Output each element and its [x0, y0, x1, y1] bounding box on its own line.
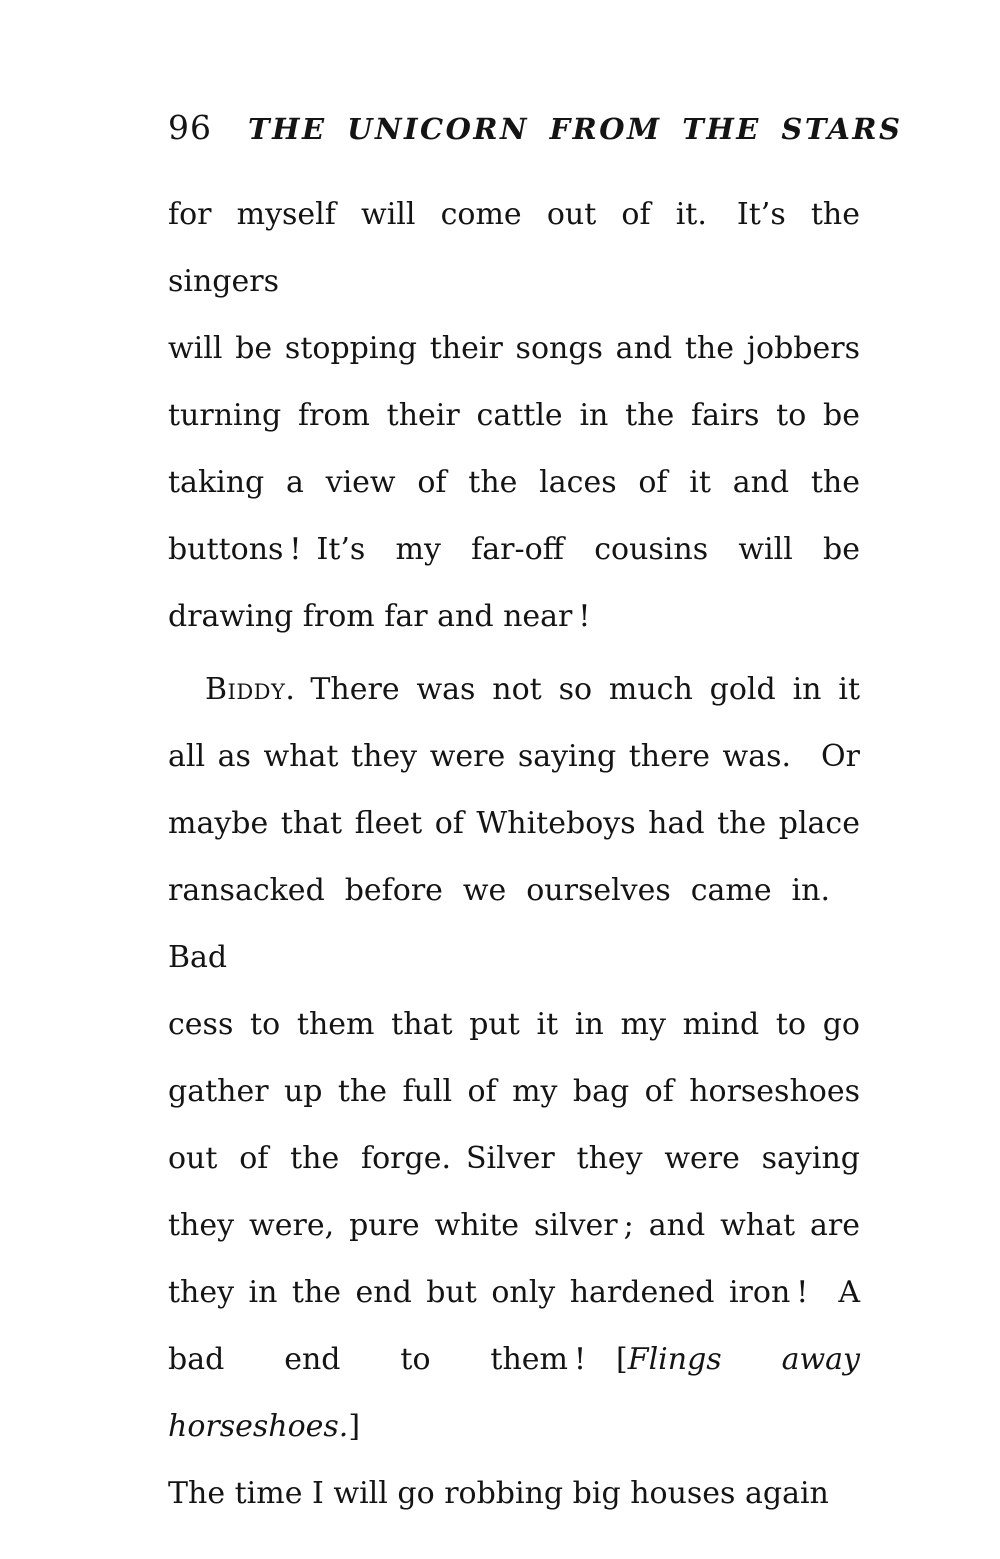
text-line: for myself will come out of it. It’s the singers [168, 197, 860, 299]
running-title: THE UNICORN FROM THE STARS [248, 112, 903, 146]
text-line: ransacked before we ourselves came in. Bad [168, 873, 860, 975]
text-line: they were, pure white silver ; and what are [168, 1208, 860, 1243]
text-line: will be stopping their songs and the jobbers [168, 331, 860, 366]
text-segment-italic: Flings away horseshoes. [168, 1342, 860, 1444]
text-segment: ] [348, 1409, 361, 1444]
text-line: maybe that fleet of Whiteboys had the place [168, 806, 860, 841]
text-line [168, 656, 860, 723]
text-line: The time I will go robbing big houses again [168, 1476, 829, 1511]
text-line: buttons ! It’s my far-off cousins will be [168, 532, 860, 567]
text-line: gather up the full of my bag of horseshoes [168, 1074, 860, 1109]
page-number: 96 [168, 108, 212, 147]
text-line: cess to them that put it in my mind to go [168, 1007, 860, 1042]
text-line: they in the end but only hardened iron ! A [168, 1275, 860, 1310]
text-line: taking a view of the laces of it and the [168, 465, 860, 500]
text-segment-smallcaps: Biddy. [205, 672, 296, 707]
paragraph [168, 656, 860, 1527]
page-header [168, 108, 903, 147]
text-line [168, 1326, 860, 1460]
paragraph [168, 181, 860, 650]
text-segment: bad end to them ! [ [168, 1342, 628, 1377]
text-line: all as what they were saying there was. Or [168, 739, 860, 774]
text-line: turning from their cattle in the fairs to be [168, 398, 860, 433]
text-line: out of the forge. Silver they were saying [168, 1141, 860, 1176]
text-segment: There was not so much gold in it [295, 672, 860, 707]
text-line: drawing from far and near ! [168, 599, 591, 634]
text-block [168, 181, 860, 1527]
